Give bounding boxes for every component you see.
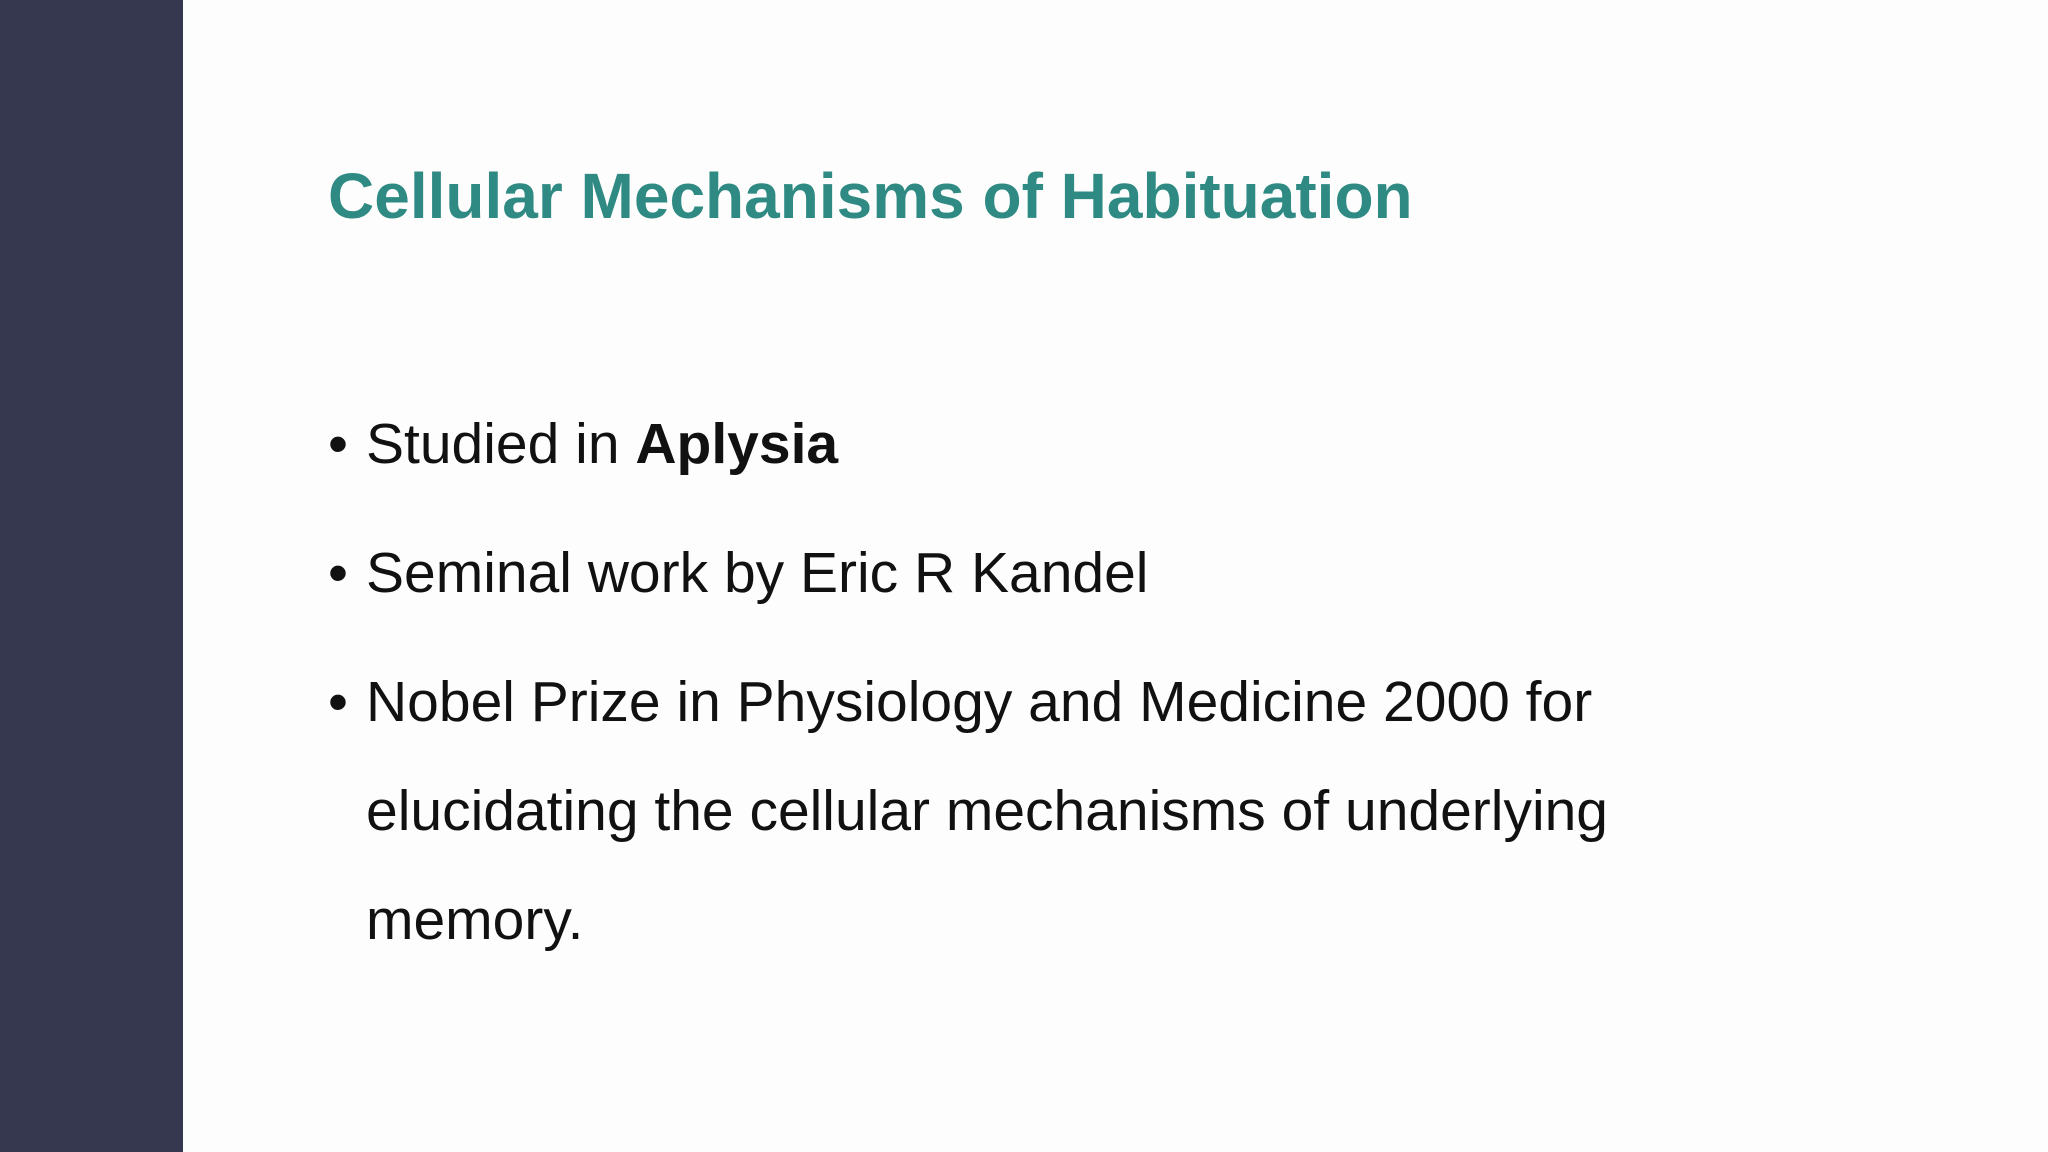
bullet-text: Studied in [366,412,636,476]
bullet-bold-term: Aplysia [635,412,839,476]
slide-side-bar [0,0,183,1152]
bullet-item-kandel [328,519,1768,628]
bullet-item-aplysia [328,390,1768,499]
bullet-marker: • [328,412,348,476]
bullet-marker: • [328,670,348,734]
slide-title: Cellular Mechanisms of Habituation [328,160,1413,232]
bullet-item-nobel [328,648,1768,975]
bullet-list [328,390,1768,995]
bullet-text: Nobel Prize in Physiology and Medicine 2000 for elucidating the cellular mechanisms of underlying memory. [366,670,1609,952]
bullet-marker: • [328,541,348,605]
bullet-text: Seminal work by Eric R Kandel [366,541,1149,605]
